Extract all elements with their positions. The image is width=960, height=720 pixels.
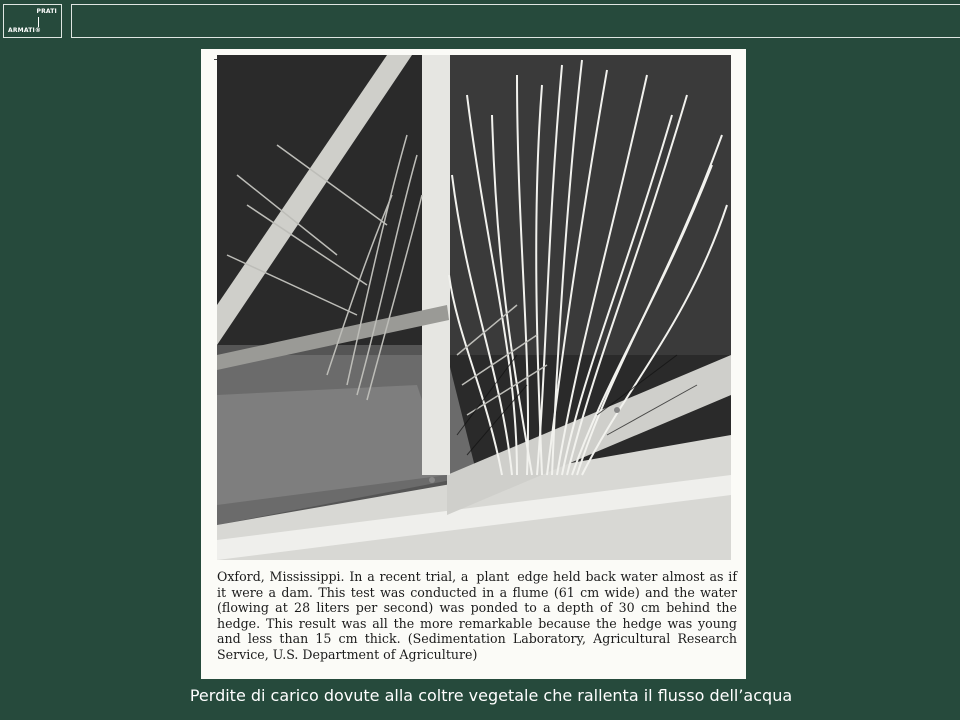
logo-text-prati: PRATI bbox=[36, 8, 57, 15]
scanned-figure bbox=[201, 49, 746, 679]
caption-part-1: Oxford, Mississippi. In a recent trial, a bbox=[217, 569, 469, 584]
caption-plant-word: plant bbox=[476, 569, 510, 584]
grass-hedge-photo bbox=[217, 55, 731, 560]
slide-subtitle: Perdite di carico dovute alla coltre vegetale che rallenta il flusso dell’acqua bbox=[189, 686, 793, 705]
grass-hedge-photo-icon bbox=[217, 55, 731, 560]
logo bbox=[3, 4, 62, 38]
header-bar bbox=[71, 4, 960, 38]
figure-caption bbox=[217, 569, 737, 662]
logo-divider bbox=[38, 17, 39, 27]
caption-part-2: edge held back water almost as if it were a dam. This test was conducted in a flume (61 cm wide) and the water (flowing at 28 liters per second) was ponded to a depth of 30 cm behind the hedge. This result was all the more remarkable because the hedge was young and less than 15 cm thick. (Sedimentation Laboratory, Agricultural Research Service, U.S. Department of Agriculture) bbox=[217, 569, 737, 662]
logo-text-armati: ARMATI® bbox=[8, 27, 42, 34]
